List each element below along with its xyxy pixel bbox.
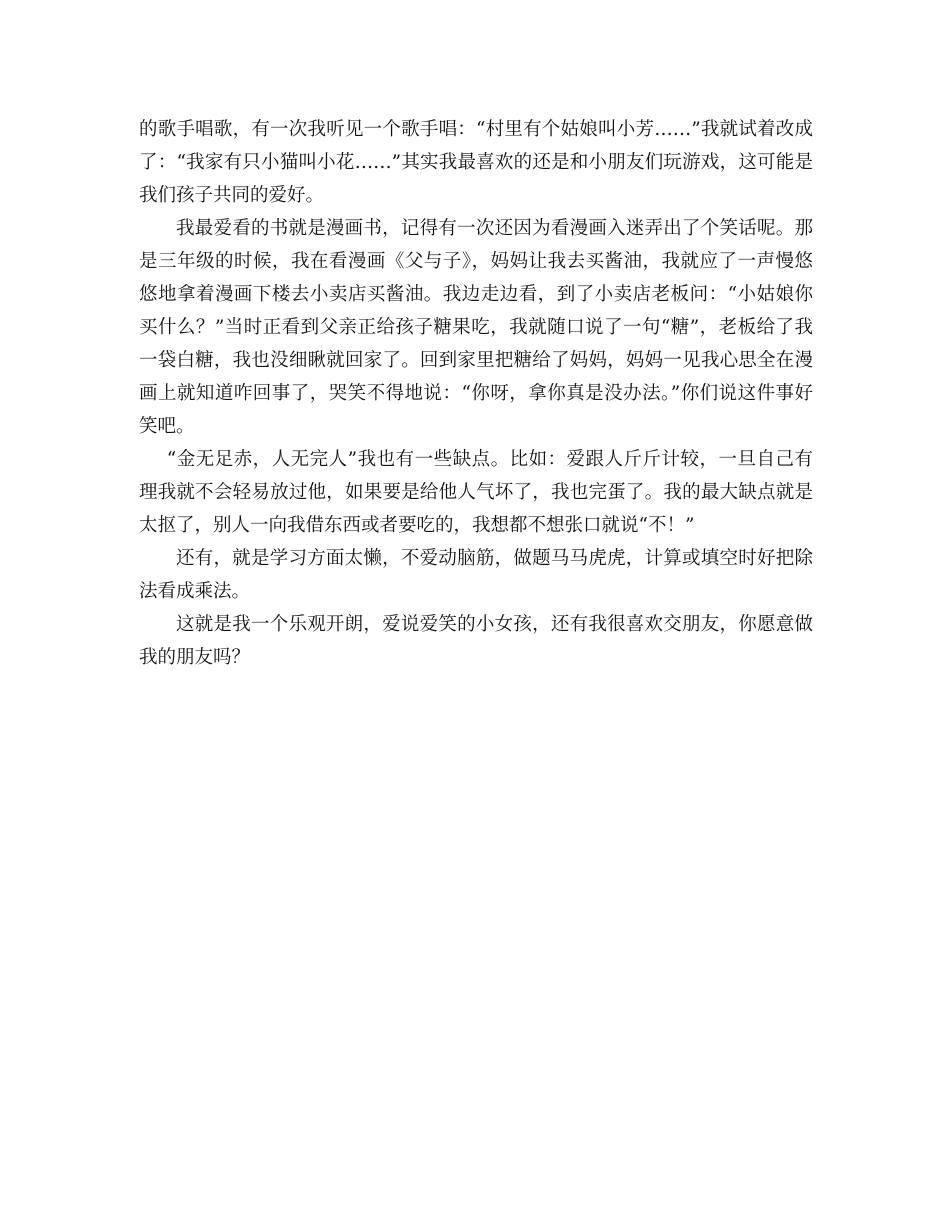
- paragraph-study-habits: 还有，就是学习方面太懒，不爱动脑筋，做题马马虎虎，计算或填空时好把除法看成乘法。: [139, 548, 813, 602]
- paragraph-comic-story: 我最爱看的书就是漫画书，记得有一次还因为看漫画入迷弄出了个笑话呢。那是三年级的时候，我在看漫画《父与子》，妈妈让我去买酱油，我就应了一声慢悠悠地拿着漫画下楼去小卖店买酱油。我边走边看，到了小卖店老板问：“小姑娘你买什么？”当时正看到父亲正给孩子糖果吃，我就随口说了一句“糖”，老板给了我一袋白糖，我也没细瞅就回家了。回到家里把糖给了妈妈，妈妈一见我心思全在漫画上就知道咋回事了，哭笑不得地说：“你呀，拿你真是没办法。”你们说这件事好笑吧。: [139, 218, 813, 437]
- paragraph-shortcomings: “金无足赤，人无完人”我也有一些缺点。比如：爱跟人斤斤计较，一旦自己有理我就不会轻易放过他，如果要是给他人气坏了，我也完蛋了。我的最大缺点就是太抠了，别人一向我借东西或者要吃的，我想都不想张口就说“不！”: [139, 449, 813, 536]
- document-body: [139, 113, 813, 674]
- paragraph-conclusion: 这就是我一个乐观开朗，爱说爱笑的小女孩，还有我很喜欢交朋友，你愿意做我的朋友吗？: [139, 614, 813, 668]
- paragraph-continued: 的歌手唱歌，有一次我听见一个歌手唱：“村里有个姑娘叫小芳……”我就试着改成了：“我家有只小猫叫小花……”其实我最喜欢的还是和小朋友们玩游戏，这可能是我们孩子共同的爱好。: [139, 119, 813, 206]
